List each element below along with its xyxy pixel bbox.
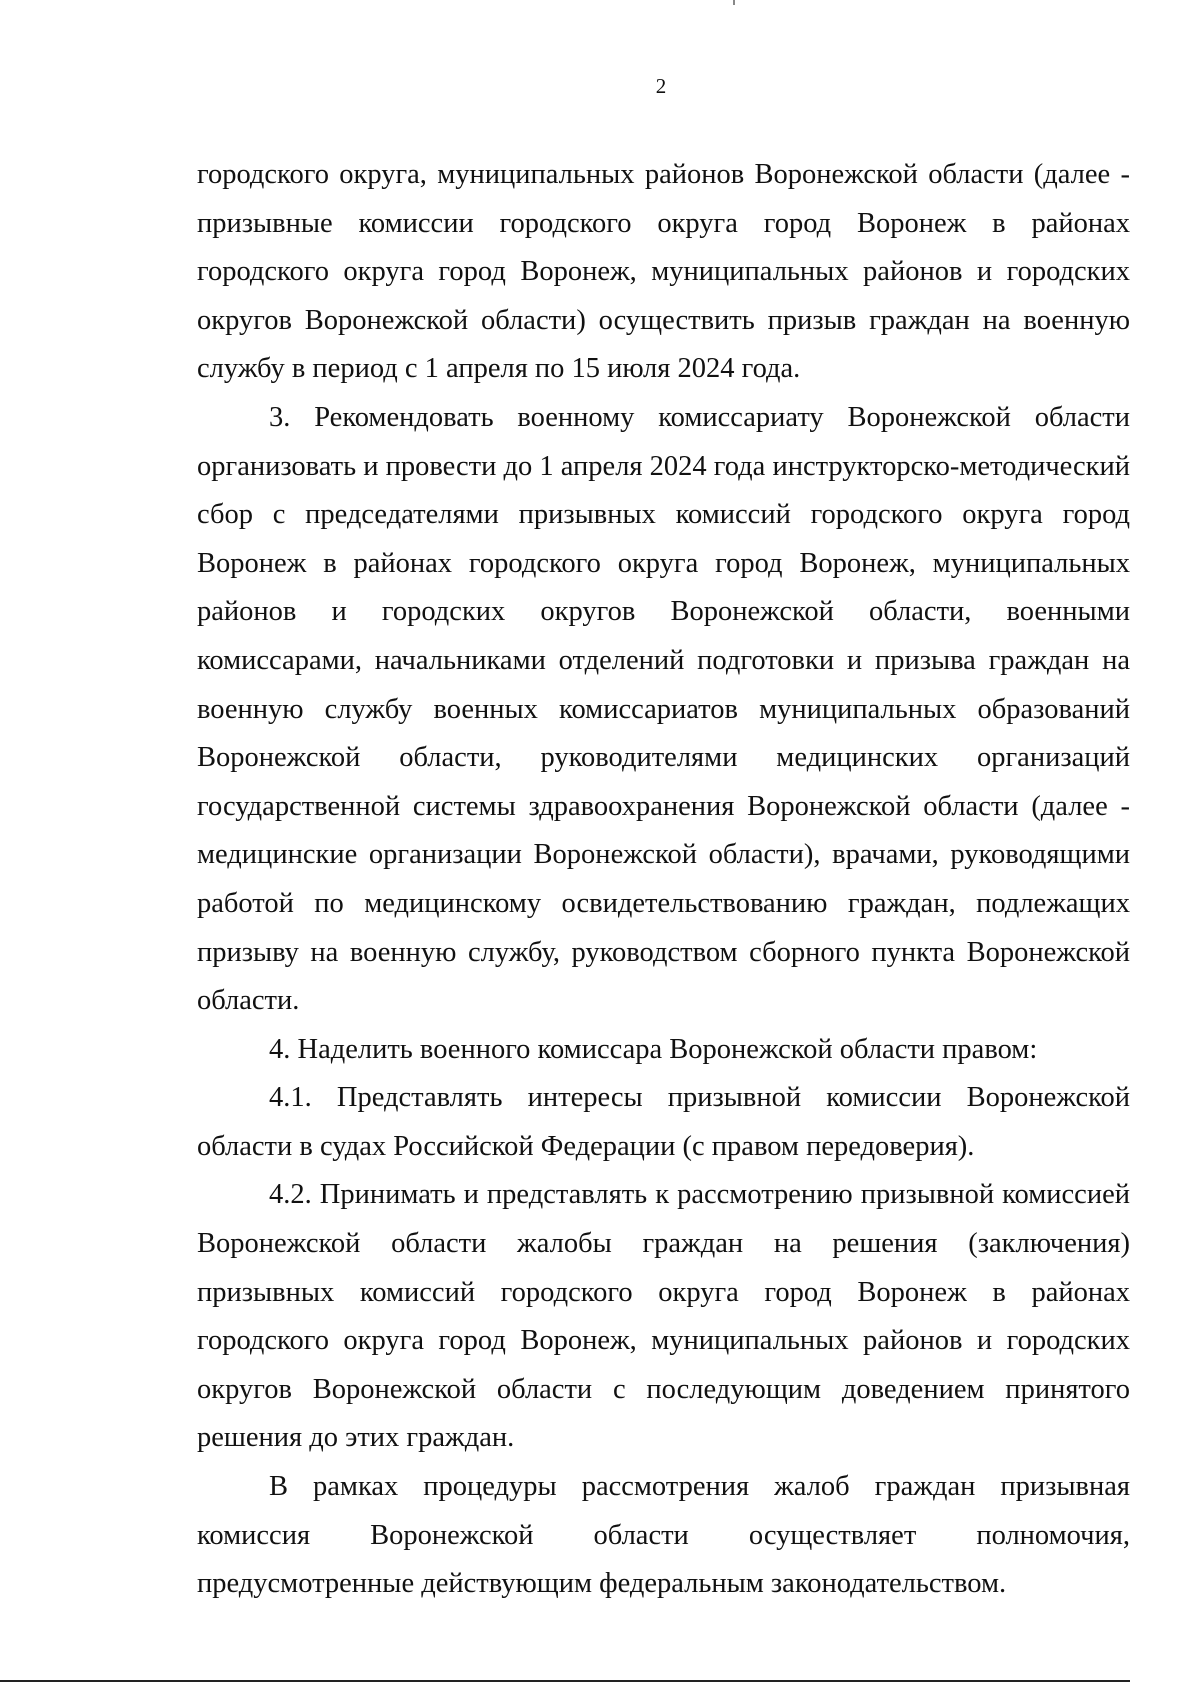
paragraph-item-4: 4. Наделить военного комиссара Воронежской области правом: [269, 1033, 1038, 1065]
paragraph-final-part2: предусмотренные действующим федеральным законодательством. [197, 1568, 1007, 1600]
page-bottom-edge-line [0, 1680, 1130, 1682]
paragraph-item-4-1: 4.1. Представлять интересы призывной комиссии Воронежской области в судах Российской Федерации (с правом передоверия). [197, 1082, 1130, 1162]
scan-mark [733, 0, 735, 5]
paragraph-continuation: городского округа, муниципальных районов Воронежской области (далее - призывные комиссии городского округа город Воронеж в районах городского округа город Воронеж, муниципальных районов и городских округов Воронежской области) осуществить призыв граждан на военную службу в период с 1 апреля по 15 июля 2024 года. [197, 159, 1130, 385]
paragraph-item-3: 3. Рекомендовать военному комиссариату Воронежской области организовать и провести до 1 апреля 2024 года инструкторско-методический сбор с председателями призывных комиссий городского округа город Воронеж в районах городского округа город Воронеж, муниципальных районов и городских округов Воронежской области, военными комиссарами, начальниками отделений подготовки и призыва граждан на военную службу военных комиссариатов муниципальных образований Воронежской области, руководителями медицинских организаций государственной системы здравоохранения Воронежской области (далее - медицинские организации Воронежской области), врачами, руководящими работой по медицинскому освидетельствованию граждан, подлежащих призыву на военную службу, руководством сборного пункта Воронежской области. [197, 401, 1131, 1017]
paragraph-final-part1: В рамках процедуры рассмотрения жалоб граждан призывная комиссия Воронежской области осуществляет полномочия, [197, 1471, 1130, 1551]
page-number: 2 [655, 74, 667, 98]
document-body [197, 151, 1130, 1609]
paragraph-item-4-2: 4.2. Принимать и представлять к рассмотрению призывной комиссией Воронежской области жалобы граждан на решения (заключения) призывных комиссий городского округа город Воронеж в районах городского округа город Воронеж, муниципальных районов и городских округов Воронежской области с последующим доведением принятого решения до этих граждан. [197, 1179, 1130, 1454]
